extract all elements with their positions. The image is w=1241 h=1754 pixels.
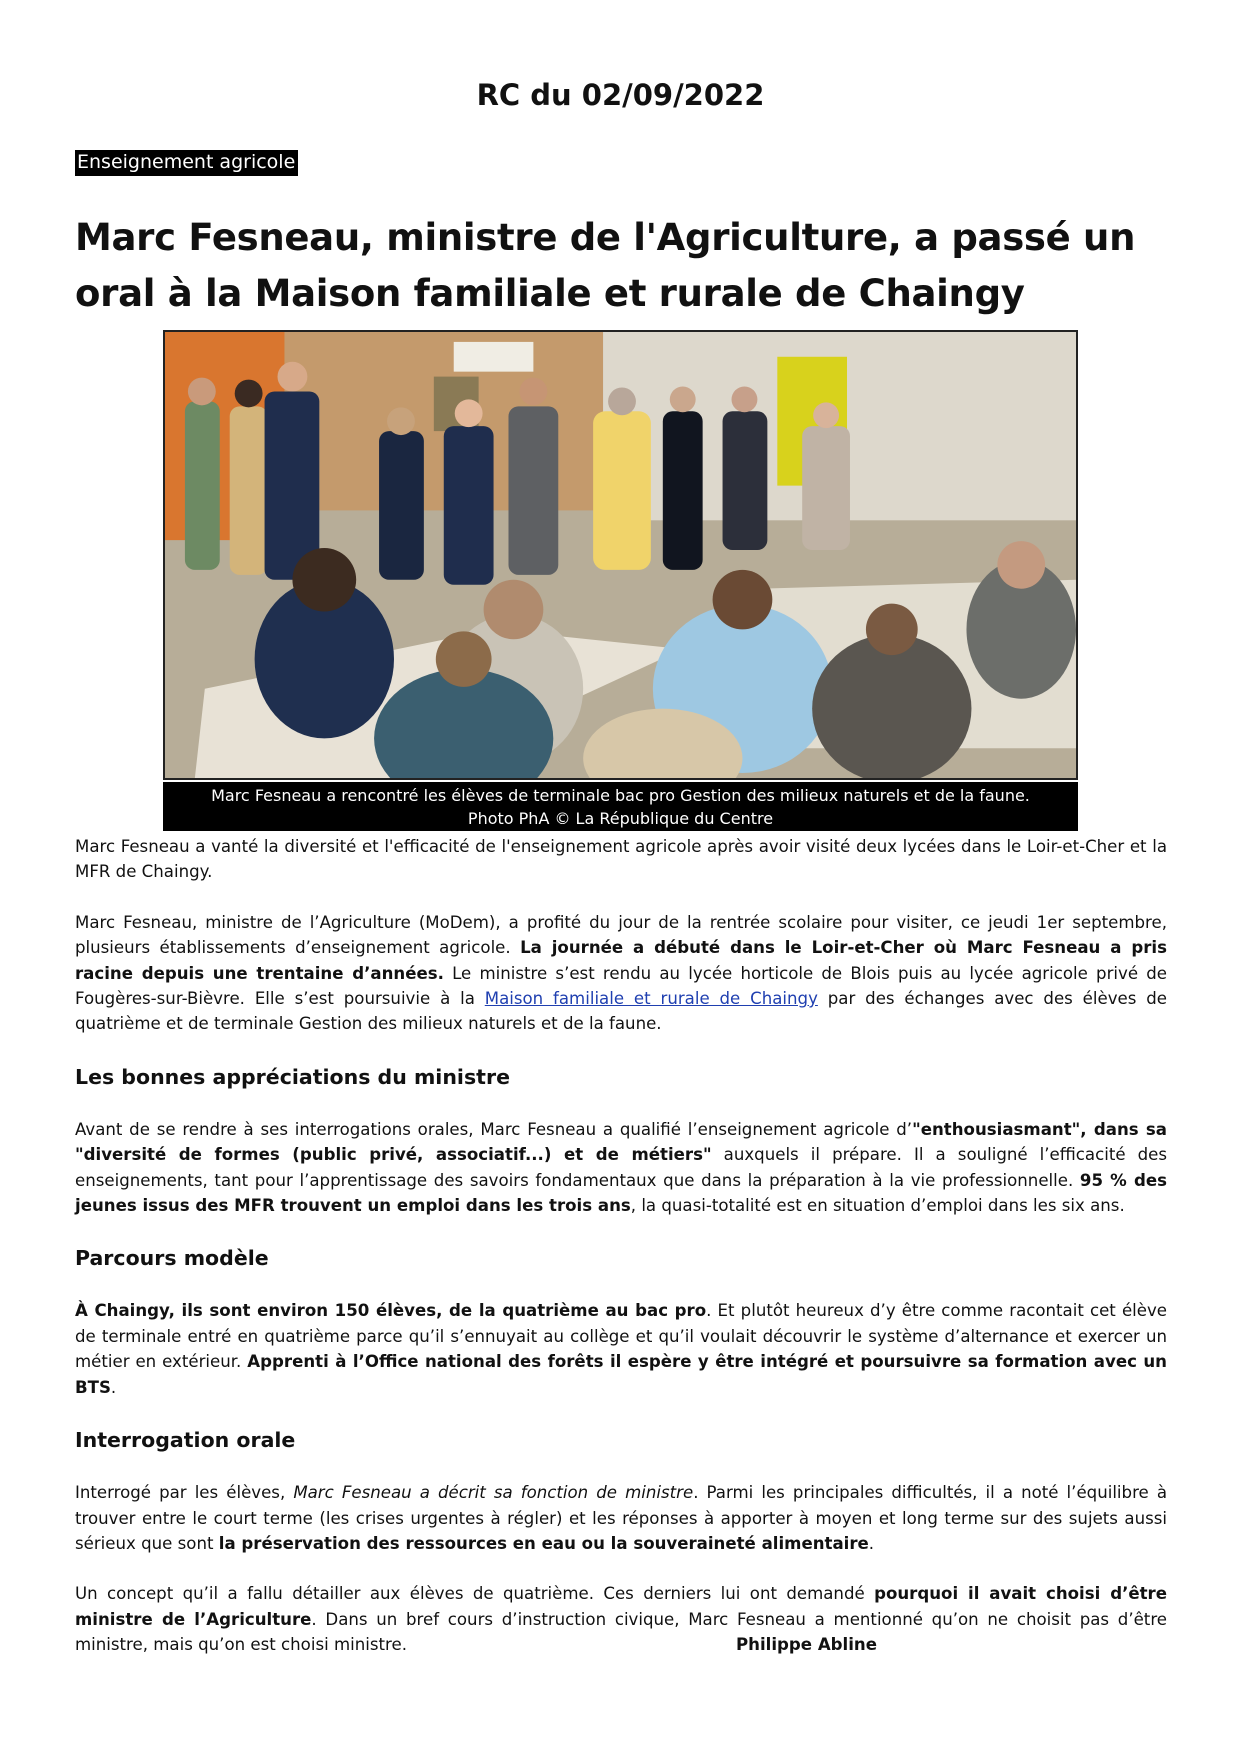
paragraph-text: Marc Fesneau, ministre de l’Agriculture (MoDem), a profité du jour de la rentrée scolaire pour visiter, ce jeudi 1er septembre, plusieurs établissements d’enseignement agricole. xyxy=(75,912,1167,958)
section-heading-interrogation: Interrogation orale xyxy=(75,1428,296,1453)
paragraph-bold-text: La journée a débuté dans le Loir-et-Cher où Marc Fesneau a pris racine depuis une trentaine d’années. xyxy=(75,938,1167,983)
paragraph-bold-text: 95 % des jeunes issus des MFR trouvent un emploi dans les trois ans xyxy=(75,1170,1167,1216)
paragraph-text: Le ministre s’est rendu au lycée horticole de Blois puis au lycée agricole privé de Fougères-sur-Bièvre. Elle s’est poursuivie à la xyxy=(75,963,1167,1009)
paragraph-text: par des échanges avec des élèves de quatrième et de terminale Gestion des milieux naturels et de la faune. xyxy=(75,989,1167,1034)
article-intro xyxy=(75,834,1167,885)
paragraph-text: auxquels il prépare. Il a souligné l’efficacité des enseignements, tant pour l’apprentissage des savoirs fondamentaux que dans la préparation à la vie professionnelle. xyxy=(75,1145,1167,1190)
photo-caption-text: Marc Fesneau a rencontré les élèves de terminale bac pro Gestion des milieux naturels et de la faune. xyxy=(211,786,1030,805)
section-heading-parcours: Parcours modèle xyxy=(75,1246,269,1271)
paragraph-text: , la quasi-totalité est en situation d’emploi dans les six ans. xyxy=(630,1196,1125,1216)
paragraph-bold-text: Apprenti à l’Office national des forêts il espère y être intégré et poursuivre sa formation avec un BTS xyxy=(75,1352,1167,1397)
paragraph-text: Interrogé par les élèves, xyxy=(75,1483,294,1503)
paragraph-text: . Dans un bref cours d’instruction civique, Marc Fesneau a mentionné qu’on ne choisit pas d’être ministre, mais qu’on est choisi ministre. xyxy=(75,1609,1167,1655)
paragraph-text: . xyxy=(868,1533,875,1553)
article-closing-paragraph xyxy=(75,1581,1167,1657)
paragraph-text: Avant de se rendre à ses interrogations orales, Marc Fesneau a qualifié l’enseignement agricole d’ xyxy=(75,1119,913,1139)
article-paragraph xyxy=(75,1480,1167,1556)
paragraph-text: . Et plutôt heureux d’y être comme racontait cet élève de terminale entré en quatrième parce qu’il s’ennuyait au collège et qu’il voulait découvrir le système d’alternance et exercer un métier en extérieur. xyxy=(75,1301,1167,1372)
paragraph-bold-text: À Chaingy, ils sont environ 150 élèves, de la quatrième au bac pro xyxy=(75,1301,707,1321)
paragraph-bold-text: pourquoi il avait choisi d’être ministre de l’Agriculture xyxy=(75,1584,1167,1629)
classroom-photo-illustration xyxy=(165,332,1076,778)
article-paragraph xyxy=(75,1298,1167,1400)
photo-caption xyxy=(163,782,1078,831)
article-headline: Marc Fesneau, ministre de l'Agriculture, a passé un oral à la Maison familiale et rurale de Chaingy xyxy=(75,216,1136,315)
paragraph-text: . Parmi les principales difficultés, il a noté l’équilibre à trouver entre le court terme (les crises urgentes à régler) et les réponses à apporter à moyen et long terme sur des sujets aussi sérieux que sont xyxy=(75,1483,1167,1553)
document-date-header: RC du 02/09/2022 xyxy=(476,78,765,112)
mfr-chaingy-link[interactable]: Maison familiale et rurale de Chaingy xyxy=(484,989,818,1009)
article-paragraph xyxy=(75,1117,1167,1219)
intro-text: Marc Fesneau a vanté la diversité et l'efficacité de l'enseignement agricole après avoir visité deux lycées dans le Loir-et-Cher et la MFR de Chaingy. xyxy=(75,837,1167,882)
article-body xyxy=(75,834,1167,1683)
photo-credit: Photo PhA © La République du Centre xyxy=(467,809,774,828)
paragraph-italic-text: Marc Fesneau a décrit sa fonction de ministre xyxy=(293,1483,694,1503)
section-heading-appreciations: Les bonnes appréciations du ministre xyxy=(75,1064,510,1089)
article-paragraph xyxy=(75,910,1167,1037)
category-tag: Enseignement agricole xyxy=(75,150,298,176)
paragraph-bold-text: la préservation des ressources en eau ou la souveraineté alimentaire xyxy=(218,1533,869,1553)
article-photo xyxy=(163,330,1078,780)
paragraph-bold-text: "enthousiasmant", dans sa "diversité de formes (public privé, associatif...) et de métiers" xyxy=(75,1119,1168,1165)
paragraph-text: Un concept qu’il a fallu détailler aux élèves de quatrième. Ces derniers lui ont demandé xyxy=(75,1584,875,1604)
paragraph-text: . xyxy=(110,1377,117,1397)
author-signature: Philippe Abline xyxy=(736,1635,877,1655)
